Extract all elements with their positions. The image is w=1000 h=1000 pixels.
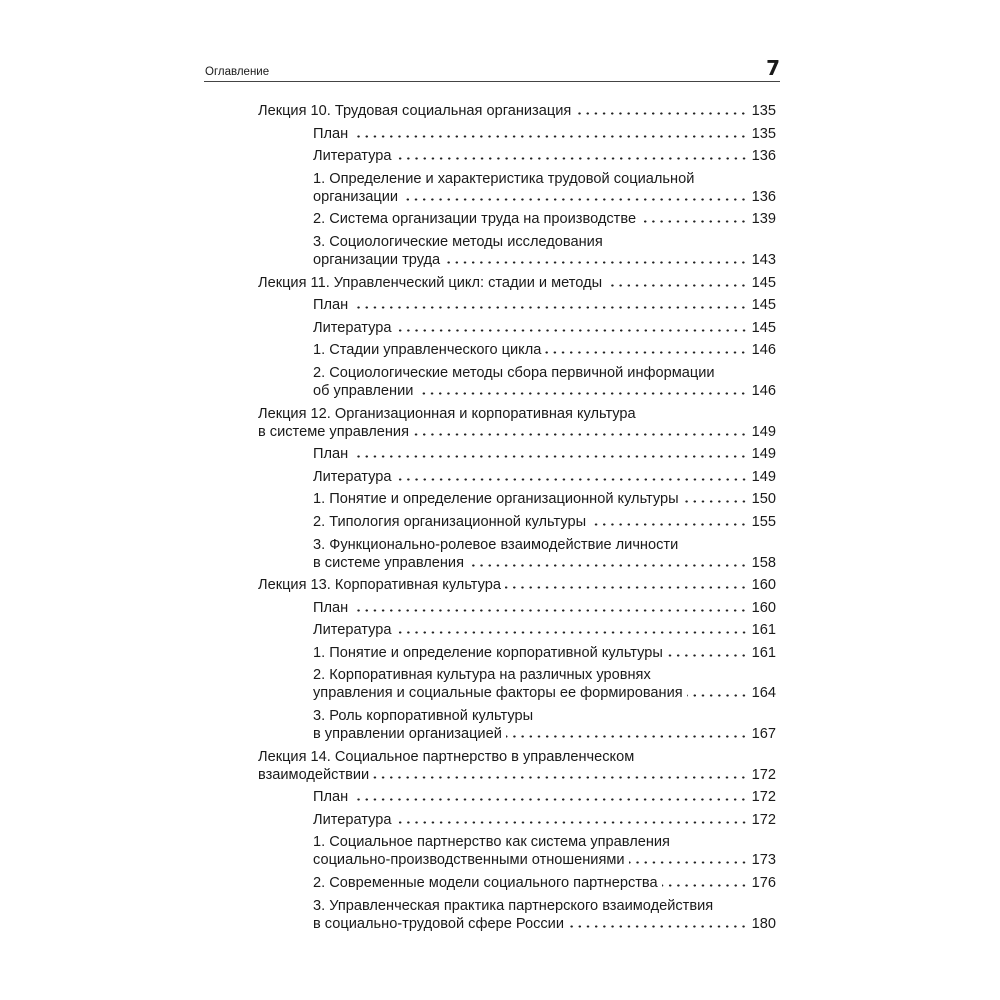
toc-entry-line: [313, 666, 776, 684]
toc-entry-line: [313, 833, 776, 851]
toc-entry-line: [313, 296, 776, 314]
toc-entry-line: [313, 684, 776, 702]
toc-subentry: [313, 897, 776, 938]
dot-leader: [402, 191, 748, 201]
dot-leader: [444, 254, 747, 264]
toc-entry-title: 3. Управленческая практика партнерского взаимодействия: [313, 897, 714, 914]
toc-entry-line: [313, 874, 776, 892]
toc-entry-line: [258, 405, 776, 423]
dot-leader: [352, 791, 747, 801]
dot-leader: [396, 150, 748, 160]
dot-leader: [687, 687, 748, 697]
toc-entry-title: 1. Понятие и определение корпоративной культуры: [313, 644, 663, 661]
toc-entry-title: План: [313, 297, 349, 314]
dot-leader: [590, 516, 748, 526]
toc-entry-title: 3. Функционально-ролевое взаимодействие личности: [313, 536, 679, 553]
toc-page-number: 167: [751, 726, 776, 743]
toc-subentry: [313, 666, 776, 707]
dot-leader: [413, 426, 748, 436]
toc-subentry: [313, 644, 776, 667]
dot-leader: [396, 814, 748, 824]
dot-leader: [683, 493, 748, 503]
toc-entry-line: [313, 147, 776, 165]
toc-entry-title: в системе управления: [258, 423, 409, 440]
toc-page-number: 172: [751, 789, 776, 806]
toc-entry-title: Литература: [313, 622, 392, 639]
toc-entry-line: [313, 188, 776, 206]
toc-page-number: 146: [751, 382, 776, 399]
toc-subentry: [313, 364, 776, 405]
toc-subentry: [313, 874, 776, 897]
toc-entry-line: [313, 490, 776, 508]
toc-entry-title: в системе управления: [313, 554, 464, 571]
toc-page-number: 143: [751, 251, 776, 268]
toc-entry-line: [313, 897, 776, 915]
dot-leader: [352, 448, 747, 458]
toc-entry-title: Лекция 13. Корпоративная культура: [258, 577, 501, 594]
dot-leader: [662, 877, 748, 887]
toc-page-number: 160: [751, 577, 776, 594]
toc-page-number: 149: [751, 446, 776, 463]
toc-entry-title: Лекция 10. Трудовая социальная организация: [258, 103, 572, 119]
toc-subentry: [313, 621, 776, 644]
toc-entry-line: [313, 364, 776, 382]
toc-entry-line: [313, 851, 776, 869]
toc-entry-line: [313, 536, 776, 554]
toc-entry-title: 1. Понятие и определение организационной культуры: [313, 491, 679, 508]
toc-subentry: [313, 233, 776, 274]
toc-entry-title: Лекция 11. Управленческий цикл: стадии и методы: [258, 274, 603, 291]
dot-leader: [352, 602, 747, 612]
table-of-contents: [258, 102, 776, 937]
toc-page-number: 172: [751, 811, 776, 828]
toc-subentry: [313, 490, 776, 513]
toc-page-number: 145: [751, 274, 776, 291]
dot-leader: [667, 647, 748, 657]
toc-entry-line: [313, 599, 776, 617]
toc-page-number: 164: [751, 685, 776, 702]
toc-entry-line: [313, 341, 776, 359]
toc-entry-title: 2. Социологические методы сбора первичной информации: [313, 364, 715, 381]
toc-entry-title: 2. Система организации труда на производстве: [313, 211, 637, 228]
toc-entry-title: Лекция 14. Социальное партнерство в управленческом: [258, 748, 635, 765]
dot-leader: [468, 557, 748, 567]
toc-entry-line: [258, 748, 776, 766]
toc-lecture-entry: [258, 102, 776, 125]
toc-page-number: 136: [751, 148, 776, 165]
dot-leader: [629, 854, 748, 864]
toc-entry-title: 1. Социальное партнерство как система управления: [313, 834, 670, 851]
toc-subentry: [313, 513, 776, 536]
toc-entry-title: План: [313, 599, 349, 616]
toc-subentry: [313, 296, 776, 319]
toc-entry-line: [258, 576, 776, 594]
toc-subentry: [313, 147, 776, 170]
toc-page-number: 145: [751, 319, 776, 336]
dot-leader: [575, 105, 747, 115]
toc-entry-line: [313, 170, 776, 188]
toc-lecture-entry: [258, 576, 776, 599]
toc-page-number: 158: [751, 554, 776, 571]
toc-entry-title: 3. Роль корпоративной культуры: [313, 708, 534, 725]
toc-page-number: 155: [751, 513, 776, 530]
toc-entry-line: [313, 233, 776, 251]
dot-leader: [606, 277, 748, 287]
toc-subentry: [313, 468, 776, 491]
toc-page-number: 172: [751, 766, 776, 783]
toc-subentry: [313, 707, 776, 748]
toc-page-number: 149: [751, 423, 776, 440]
toc-page-number: 161: [751, 644, 776, 661]
toc-entry-line: [313, 319, 776, 337]
toc-subentry: [313, 319, 776, 342]
dot-leader: [506, 728, 748, 738]
toc-entry-line: [313, 621, 776, 639]
toc-subentry: [313, 811, 776, 834]
dot-leader: [640, 213, 748, 223]
toc-entry-title: Литература: [313, 811, 392, 828]
toc-entry-title: взаимодействии: [258, 766, 370, 783]
toc-entry-title: 3. Социологические методы исследования: [313, 233, 603, 250]
toc-entry-line: [313, 468, 776, 486]
toc-entry-title: 2. Современные модели социального партнерства: [313, 875, 658, 892]
toc-entry-line: [258, 102, 776, 120]
toc-subentry: [313, 788, 776, 811]
toc-entry-title: управления и социальные факторы ее формирования: [313, 685, 683, 702]
toc-entry-line: [313, 382, 776, 400]
toc-entry-line: [313, 554, 776, 572]
toc-entry-title: 2. Корпоративная культура на различных уровнях: [313, 667, 651, 684]
toc-entry-title: об управлении: [313, 382, 414, 399]
running-header-title: Оглавление: [205, 66, 270, 78]
toc-page-number: 135: [751, 103, 776, 119]
toc-page-number: 135: [751, 125, 776, 142]
toc-page-number: 176: [751, 875, 776, 892]
dot-leader: [352, 128, 747, 138]
toc-entry-title: План: [313, 446, 349, 463]
toc-subentry: [313, 833, 776, 874]
toc-subentry: [313, 536, 776, 577]
toc-entry-title: социально-производственными отношениями: [313, 852, 625, 869]
dot-leader: [545, 344, 747, 354]
toc-page-number: 146: [751, 342, 776, 359]
toc-subentry: [313, 125, 776, 148]
toc-entry-line: [313, 788, 776, 806]
toc-page-number: 161: [751, 622, 776, 639]
toc-entry-line: [313, 445, 776, 463]
dot-leader: [505, 579, 748, 589]
toc-subentry: [313, 341, 776, 364]
toc-entry-line: [313, 644, 776, 662]
dot-leader: [373, 769, 747, 779]
toc-entry-title: организации труда: [313, 251, 441, 268]
running-header: [204, 58, 780, 82]
toc-entry-title: Литература: [313, 468, 392, 485]
toc-entry-title: 1. Определение и характеристика трудовой социальной: [313, 170, 695, 187]
toc-page-number: 139: [751, 211, 776, 228]
toc-entry-line: [258, 274, 776, 292]
toc-subentry: [313, 599, 776, 622]
toc-entry-title: организации: [313, 188, 399, 205]
toc-lecture-entry: [258, 274, 776, 297]
toc-entry-title: План: [313, 789, 349, 806]
toc-subentry: [313, 210, 776, 233]
toc-entry-line: [313, 725, 776, 743]
dot-leader: [396, 471, 748, 481]
dot-leader: [352, 299, 747, 309]
toc-entry-line: [313, 811, 776, 829]
toc-subentry: [313, 445, 776, 468]
toc-entry-line: [313, 125, 776, 143]
toc-entry-title: 2. Типология организационной культуры: [313, 513, 587, 530]
toc-entry-line: [313, 513, 776, 531]
toc-page-number: 180: [751, 915, 776, 932]
toc-page-number: 149: [751, 468, 776, 485]
toc-lecture-entry: [258, 748, 776, 789]
toc-page-number: 150: [751, 491, 776, 508]
toc-entry-title: в управлении организацией: [313, 726, 502, 743]
toc-subentry: [313, 170, 776, 211]
dot-leader: [396, 322, 748, 332]
toc-entry-line: [313, 210, 776, 228]
toc-entry-line: [313, 707, 776, 725]
toc-entry-line: [313, 915, 776, 933]
dot-leader: [417, 385, 747, 395]
toc-entry-line: [313, 251, 776, 269]
toc-entry-title: Литература: [313, 148, 392, 165]
toc-entry-line: [258, 423, 776, 441]
page-number: 7: [766, 56, 780, 80]
toc-entry-title: в социально-трудовой сфере России: [313, 915, 564, 932]
toc-lecture-entry: [258, 405, 776, 446]
toc-entry-title: Лекция 12. Организационная и корпоративная культура: [258, 405, 636, 422]
toc-page-number: 160: [751, 599, 776, 616]
toc-entry-title: 1. Стадии управленческого цикла: [313, 342, 542, 359]
dot-leader: [568, 918, 748, 928]
toc-page-number: 145: [751, 297, 776, 314]
toc-entry-title: Литература: [313, 319, 392, 336]
toc-page-number: 173: [751, 852, 776, 869]
dot-leader: [396, 624, 748, 634]
toc-entry-title: План: [313, 125, 349, 142]
toc-entry-line: [258, 766, 776, 784]
toc-page-number: 136: [751, 188, 776, 205]
